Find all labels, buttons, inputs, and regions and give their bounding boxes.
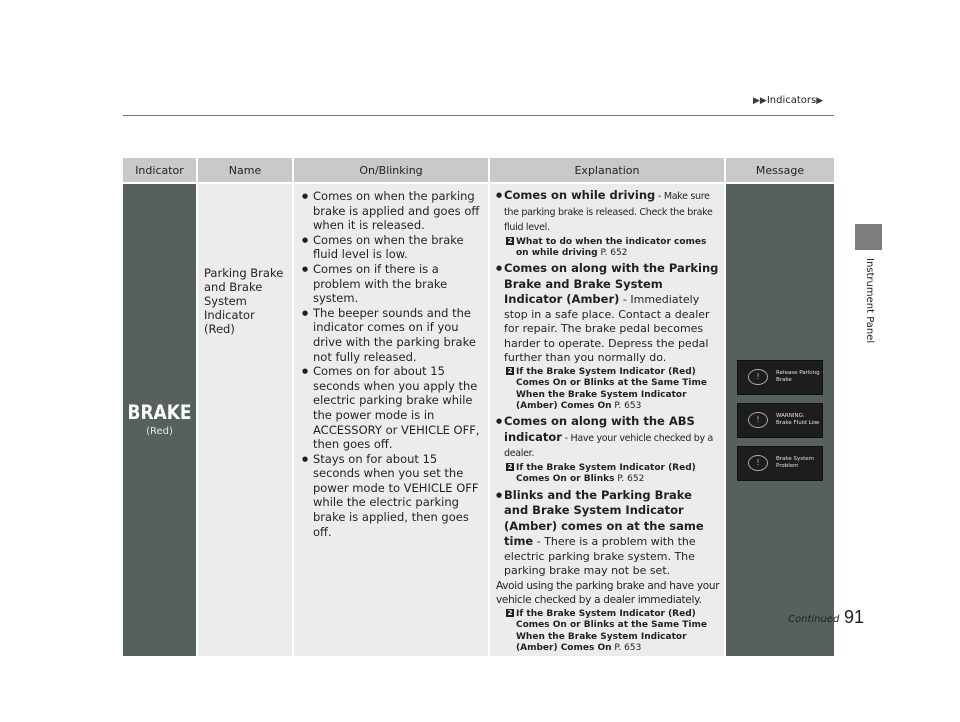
column-header-explanation: Explanation [489, 158, 725, 182]
on-blinking-list [294, 184, 488, 539]
page-reference[interactable]: 2 If the Brake System Indicator (Red) Comes On or Blinks at the Same Time When the Brake System Indicator (Amber) Comes On P. 653 [507, 608, 707, 653]
message-display [737, 403, 823, 438]
chevron-right-icon: ▶ [816, 96, 824, 106]
breadcrumb [753, 95, 823, 106]
page-number: 91 [844, 607, 865, 627]
section-tab [855, 224, 882, 250]
explanation-note: Avoid using the parking brake and have your vehicle checked by a dealer immediately. [496, 579, 720, 607]
reference-arrow-icon: 2 [507, 236, 513, 245]
section-label: Instrument Panel [864, 258, 875, 344]
message-display [737, 360, 823, 395]
message-text: WARNING: Brake Fluid Low [776, 412, 820, 426]
table-header-row [123, 158, 834, 182]
breadcrumb-label: Indicators [766, 95, 817, 106]
reference-arrow-icon: 2 [507, 462, 513, 471]
brake-warning-icon: ! [748, 369, 768, 385]
brake-indicator-icon: BRAKE [127, 401, 192, 425]
list-item: ● Comes on for about 15 seconds when you apply the electric parking brake while the power mode is in ACCESSORY or VEHICLE OFF, then goes off. [302, 364, 482, 452]
indicator-name: Parking Brake and Brake System Indicator (Red) [204, 266, 284, 336]
header-rule [123, 115, 834, 116]
explanation-item: ● Comes on along with the Parking Brake and Brake System Indicator (Amber) - Immediately stop in a safe place. Contact a dealer for repair. The brake pedal becomes harder to operate. Depress the pedal further than you normally do. [496, 261, 720, 366]
list-item: ● Comes on when the parking brake is applied and goes off when it is released. [302, 189, 482, 233]
column-header-indicator: Indicator [123, 158, 197, 182]
reference-arrow-icon: 2 [507, 366, 513, 375]
message-text: Brake System Problem [776, 455, 815, 469]
table-row [123, 184, 834, 656]
continued-label: Continued [788, 614, 840, 625]
page-reference[interactable]: 2 If the Brake System Indicator (Red) Comes On or Blinks P. 652 [507, 462, 696, 485]
column-header-on-blinking: On/Blinking [293, 158, 489, 182]
indicator-cell [123, 184, 197, 656]
list-item: ● Stays on for about 15 seconds when you set the power mode to VEHICLE OFF while the electric parking brake is applied, then goes off. [302, 452, 482, 540]
page-reference[interactable]: 2 If the Brake System Indicator (Red) Comes On or Blinks at the Same Time When the Brake System Indicator (Amber) Comes On P. 653 [507, 366, 707, 412]
column-header-name: Name [197, 158, 293, 182]
explanation-item: ● Comes on while driving - Make sure the parking brake is released. Check the brake fluid level. [496, 188, 720, 236]
list-item: ● The beeper sounds and the indicator comes on if you drive with the parking brake not fully released. [302, 306, 482, 364]
indicator-table [123, 158, 834, 656]
list-item: ● Comes on when the brake fluid level is low. [302, 233, 482, 262]
explanation-item: ● Comes on along with the ABS indicator - Have your vehicle checked by a dealer. [496, 414, 720, 462]
brake-warning-icon: ! [748, 412, 768, 428]
reference-arrow-icon: 2 [507, 608, 513, 617]
name-cell [197, 184, 293, 656]
page-reference[interactable]: 2 What to do when the indicator comes on while driving P. 652 [507, 236, 707, 258]
on-blinking-cell [293, 184, 489, 656]
list-item: ● Comes on if there is a problem with the brake system. [302, 262, 482, 306]
indicator-color-label: (Red) [146, 426, 173, 438]
message-text: Release Parking Brake [776, 369, 820, 383]
column-header-message: Message [725, 158, 834, 182]
explanation-cell [489, 184, 725, 656]
chevron-right-icon: ▶▶ [753, 96, 767, 106]
explanation-item: ● Blinks and the Parking Brake and Brake System Indicator (Amber) comes on at the same time - There is a problem with the electric parking brake system. The parking brake may not be set. [496, 488, 720, 579]
message-display [737, 446, 823, 481]
brake-warning-icon: ! [748, 455, 768, 471]
message-cell [725, 184, 834, 656]
